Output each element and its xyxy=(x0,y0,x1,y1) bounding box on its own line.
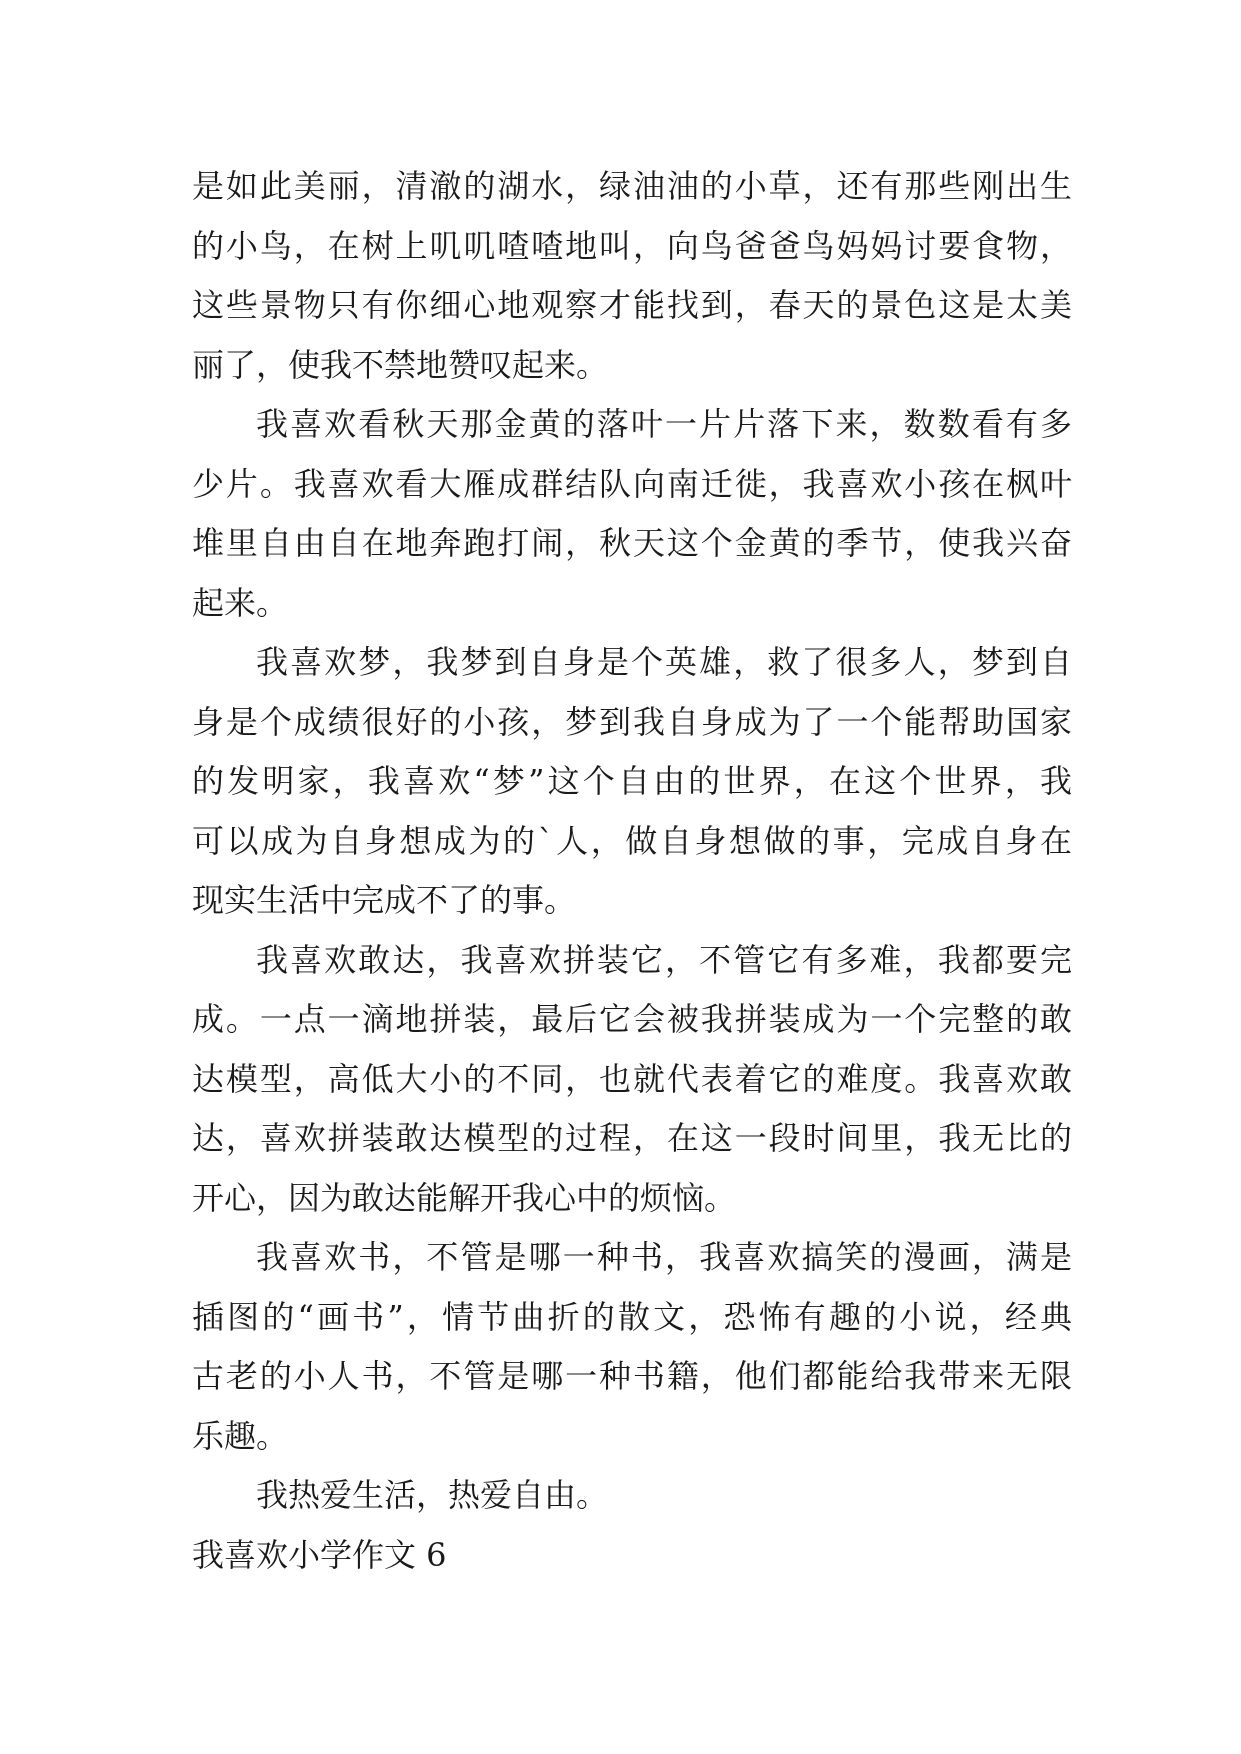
text-line: 的发明家，我喜欢“梦”这个自由的世界，在这个世界，我 xyxy=(192,762,1072,800)
paragraph-6 xyxy=(192,1466,1072,1526)
paragraph-1 xyxy=(192,157,1072,395)
text-line: 开心，因为敢达能解开我心中的烦恼。 xyxy=(192,1178,737,1217)
text-line: 可以成为自身想成为的`人，做自身想做的事，完成自身在 xyxy=(192,821,1072,860)
text-line: 成。一点一滴地拼装，最后它会被我拼装成为一个完整的敢 xyxy=(192,1000,1072,1038)
text-line: 丽了，使我不禁地赞叹起来。 xyxy=(192,345,609,384)
text-line: 达，喜欢拼装敢达模型的过程，在这一段时间里，我无比的 xyxy=(192,1119,1072,1157)
text-line: 达模型，高低大小的不同，也就代表着它的难度。我喜欢敢 xyxy=(192,1059,1072,1098)
text-line: 是如此美丽，清澈的湖水，绿油油的小草，还有那些刚出生 xyxy=(192,167,1072,205)
text-line: 的小鸟，在树上叽叽喳喳地叫，向鸟爸爸鸟妈妈讨要食物， xyxy=(192,226,1072,265)
text-line: 我喜欢书，不管是哪一种书，我喜欢搞笑的漫画，满是 xyxy=(256,1238,1072,1276)
paragraph-2 xyxy=(192,395,1072,633)
text-line: 古老的小人书，不管是哪一种书籍，他们都能给我带来无限 xyxy=(192,1357,1072,1395)
text-line: 我喜欢敢达，我喜欢拼装它，不管它有多难，我都要完 xyxy=(256,940,1072,979)
text-line: 我热爱生活，热爱自由。 xyxy=(256,1476,609,1514)
paragraph-3 xyxy=(192,633,1072,931)
text-line: 我喜欢看秋天那金黄的落叶一片片落下来，数数看有多 xyxy=(256,405,1072,443)
paragraph-4 xyxy=(192,931,1072,1229)
text-line: 插图的“画书”，情节曲折的散文，恐怖有趣的小说，经典 xyxy=(192,1297,1072,1336)
text-line: 现实生活中完成不了的事。 xyxy=(192,881,577,919)
text-line: 这些景物只有你细心地观察才能找到，春天的景色这是太美 xyxy=(192,286,1072,324)
text-line: 堆里自由自在地奔跑打闹，秋天这个金黄的季节，使我兴奋 xyxy=(192,524,1072,562)
text-line: 身是个成绩很好的小孩，梦到我自身成为了一个能帮助国家 xyxy=(192,702,1072,741)
essay-body xyxy=(192,157,1072,1585)
paragraph-5 xyxy=(192,1228,1072,1466)
text-line: 我喜欢梦，我梦到自身是个英雄，救了很多人，梦到自 xyxy=(256,643,1072,681)
text-line: 起来。 xyxy=(192,583,289,622)
text-line: 少片。我喜欢看大雁成群结队向南迁徙，我喜欢小孩在枫叶 xyxy=(192,464,1072,503)
section-heading: 我喜欢小学作文 6 xyxy=(192,1535,447,1574)
text-line: 乐趣。 xyxy=(192,1416,289,1455)
